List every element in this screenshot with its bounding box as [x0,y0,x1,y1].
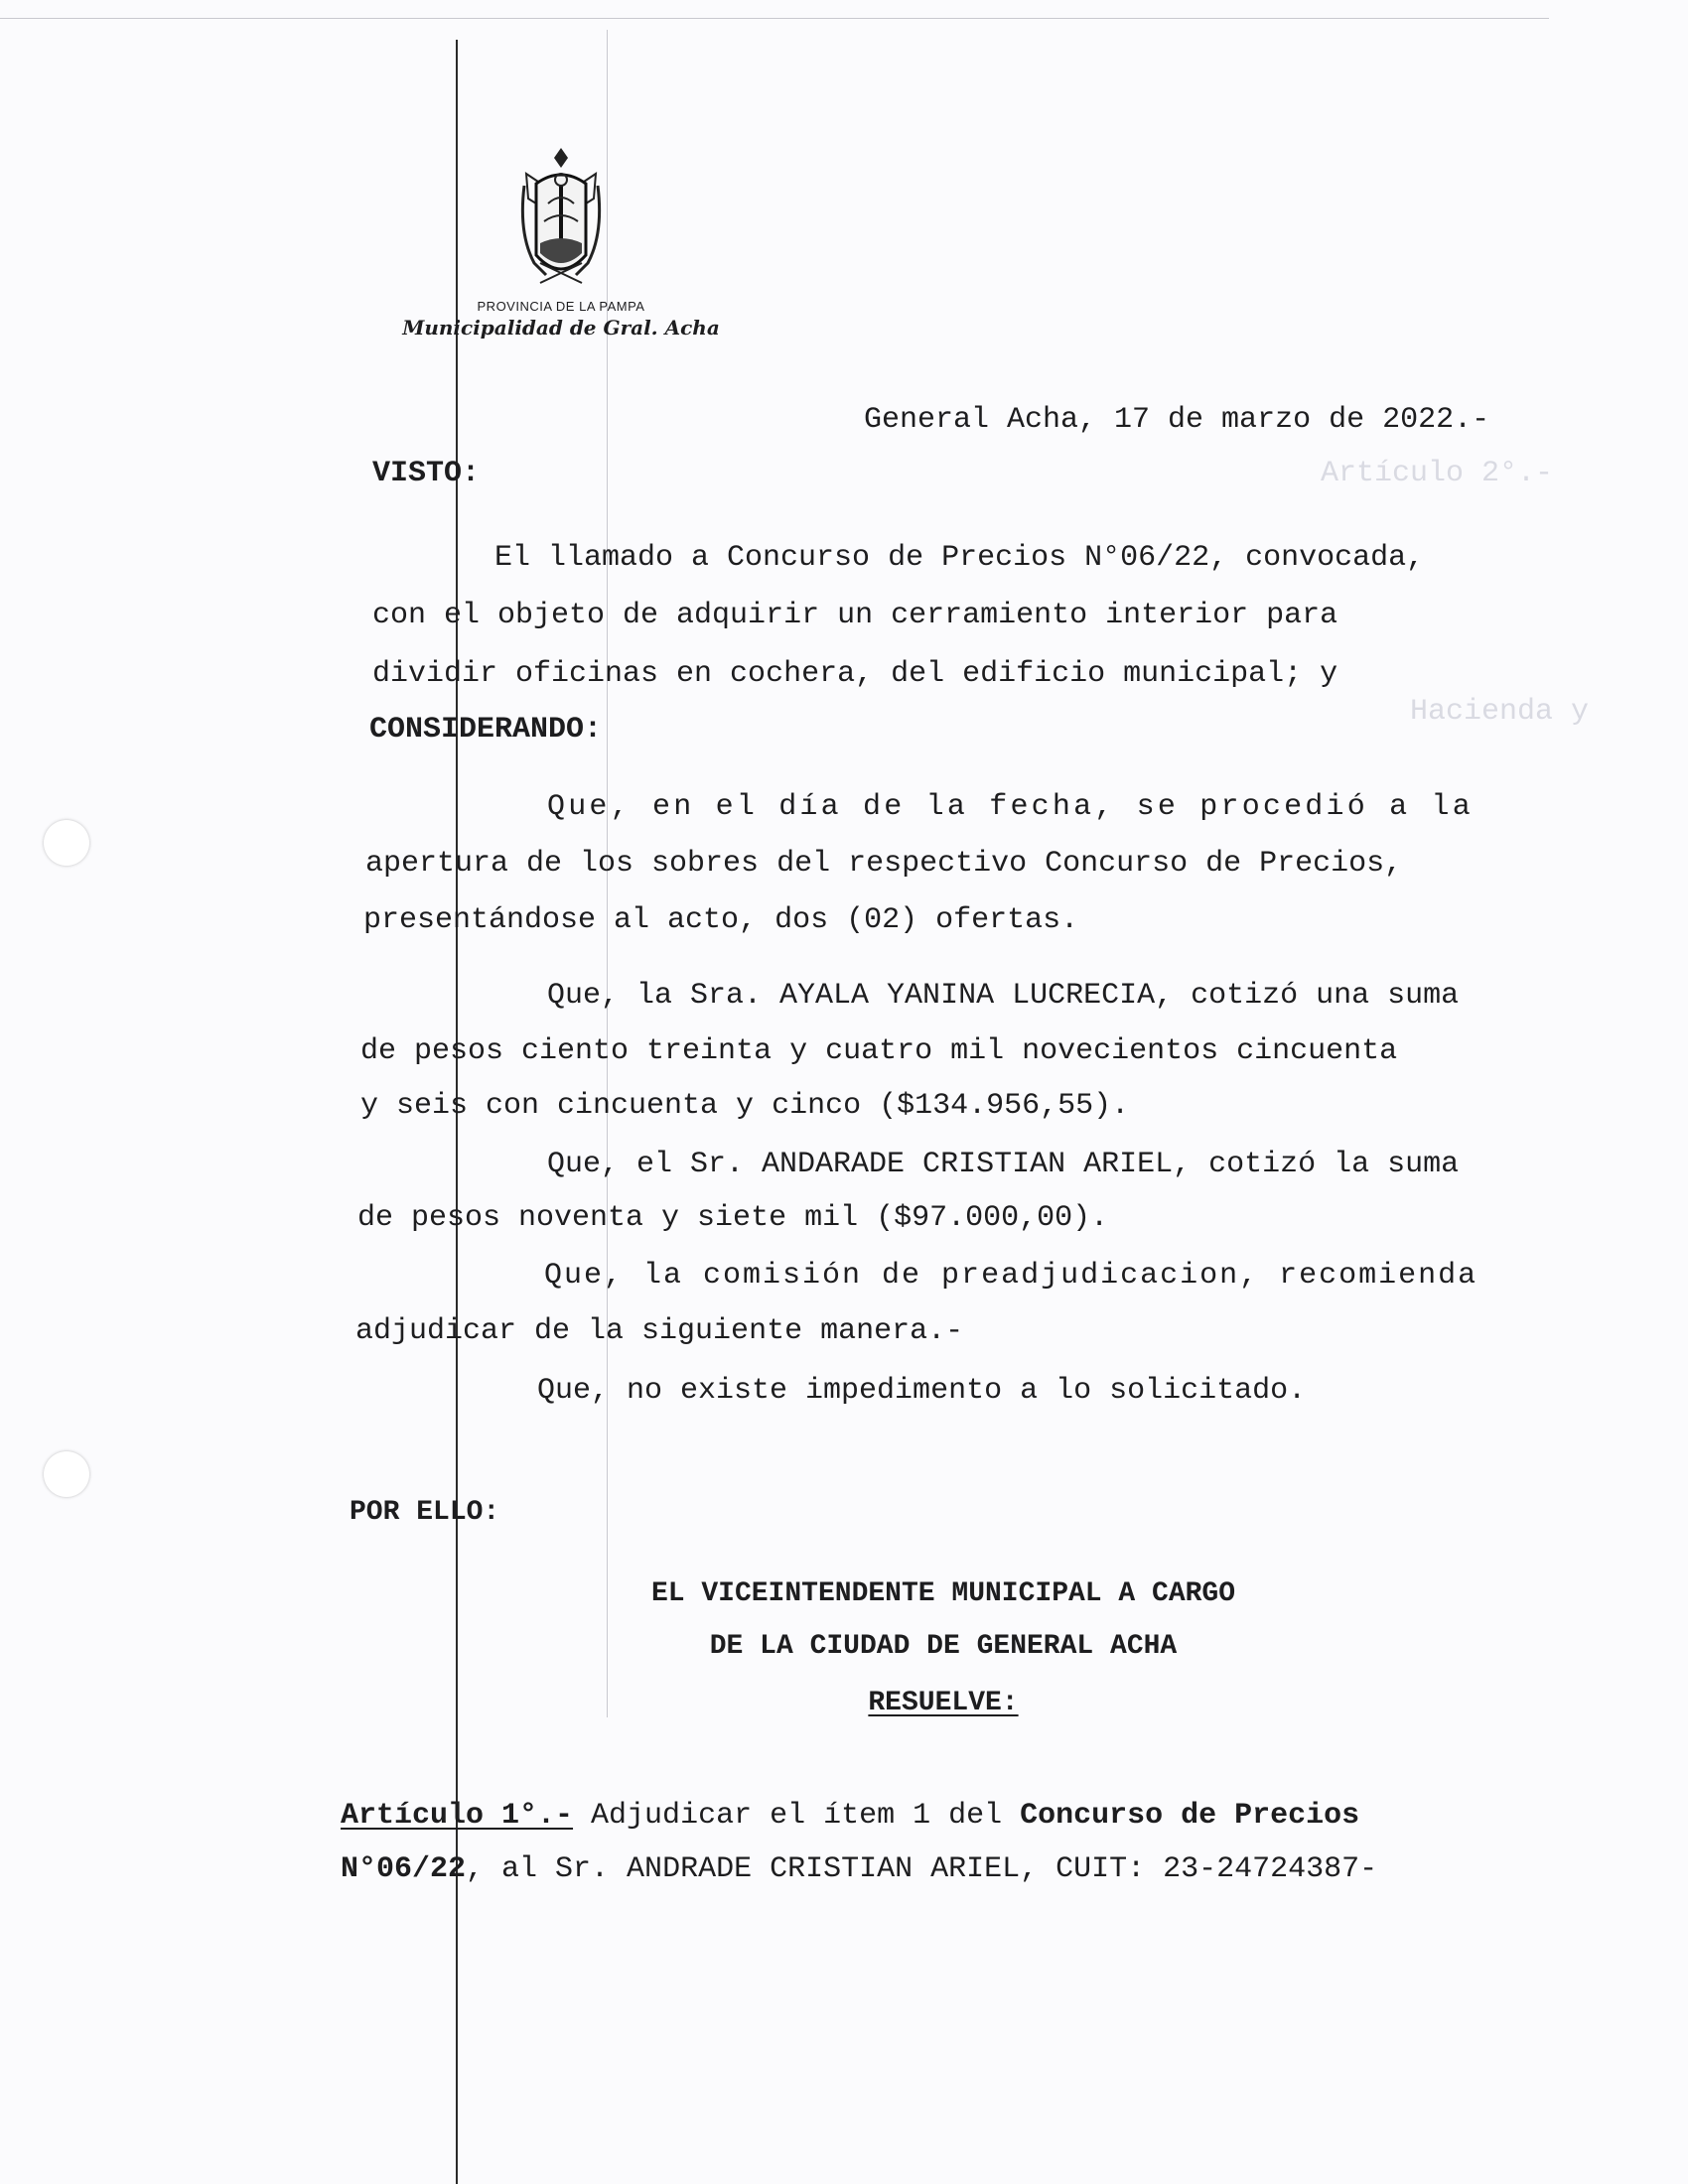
line-text: El llamado a Concurso de Precios N°06/22, convocada, [494,541,1425,575]
line-text: con el objeto de adquirir un cerramiento interior para [372,599,1338,632]
articulo-1-line [341,1799,1359,1833]
visto-line: dividir oficinas en cochera, del edificio municipal; y [372,657,1338,691]
authority-line: EL VICEINTENDENTE MUNICIPAL A CARGO [650,1578,1236,1609]
considerando-line: de pesos noventa y siete mil ($97.000,00). [357,1201,1109,1235]
scan-artifact-line [0,18,1549,19]
considerando-line: Que, la comisión de preadjudicacion, recomienda [544,1259,1478,1293]
articulo-1-line [341,1852,1377,1886]
considerando-line: Que, la Sra. AYALA YANINA LUCRECIA, cotizó una suma [547,979,1460,1013]
considerando-line: adjudicar de la siguiente manera.- [355,1314,964,1348]
articulo-label: Artículo 1°.- [341,1799,574,1833]
authority-line: DE LA CIUDAD DE GENERAL ACHA [709,1631,1178,1662]
bleed-through-text: Hacienda y [1410,695,1590,729]
visto-line [494,541,1563,575]
resuelve-heading: RESUELVE: [868,1688,1019,1718]
considerando-line: y seis con cincuenta y cinco ($134.956,55). [360,1089,1130,1123]
considerando-line: de pesos ciento treinta y cuatro mil novecientos cincuenta [360,1034,1398,1068]
punch-hole [44,820,89,866]
date-line: General Acha, 17 de marzo de 2022.- [864,403,1490,437]
por-ello-heading: POR ELLO: [350,1497,500,1528]
punch-hole [44,1451,89,1497]
bleed-through-text: Artículo 2°.- [1321,457,1554,490]
articulo-text: , al Sr. ANDRADE CRISTIAN ARIEL, CUIT: 23-24724387- [466,1852,1378,1886]
visto-line [372,599,1568,632]
considerando-line: Que, no existe impedimento a lo solicitado. [537,1374,1307,1408]
considerando-line: apertura de los sobres del respectivo Concurso de Precios, [365,847,1403,881]
considerando-heading: CONSIDERANDO: [369,713,603,747]
coat-of-arms-icon [506,144,616,295]
concurso-label: Concurso de Precios [1020,1799,1360,1833]
concurso-number: N°06/22 [341,1852,467,1886]
considerando-line: Que, en el día de la fecha, se procedió a la [547,790,1474,824]
province-label: PROVINCIA DE LA PAMPA [477,299,645,314]
visto-heading: VISTO: [372,457,481,490]
articulo-text: Adjudicar el ítem 1 del [573,1799,1021,1833]
considerando-line: presentándose al acto, dos (02) ofertas. [363,903,1079,937]
letterhead [392,144,730,340]
municipality-label: Municipalidad de Gral. Acha [402,316,720,340]
considerando-line: Que, el Sr. ANDARADE CRISTIAN ARIEL, cotizó la suma [547,1148,1460,1181]
